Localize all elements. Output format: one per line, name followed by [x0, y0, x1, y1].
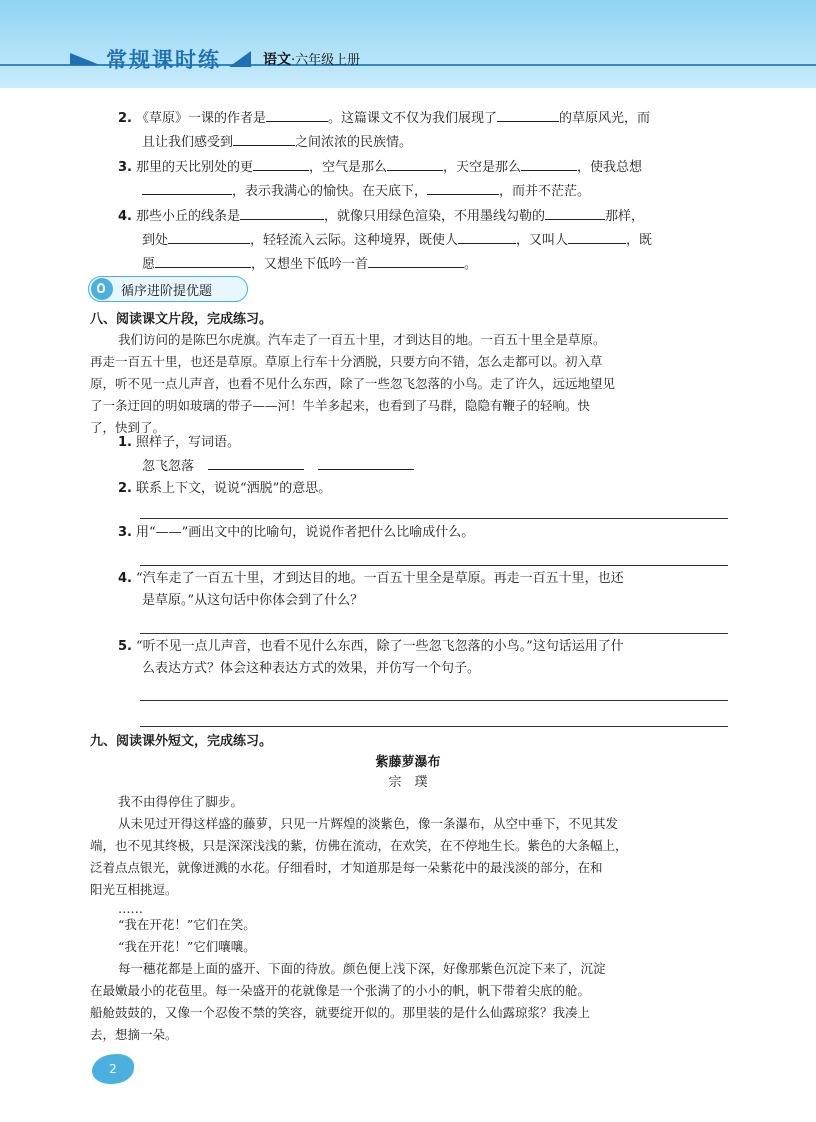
s7-q3-line1: 3. 那里的天比别处的更 ，空气是那么 ，天空是那么 ，使我总想 [118, 157, 642, 177]
badge-label: 循序进阶提优题 [121, 283, 213, 299]
s7-q4-line1: 4. 那些小丘的线条是 ，就像只用绿色渲染，不用墨线勾勒的 那样， [118, 206, 644, 226]
article-line: 端，也不见其终极，只是深深浅浅的紫，仿佛在流动，在欢笑，在不停地生长。紫色的大条幅上， [90, 838, 628, 853]
article-line: 船舱鼓鼓的，又像一个忍俊不禁的笑容，就要绽开似的。那里装的是什么仙露琼浆？我凑上 [90, 1005, 591, 1020]
s7-q2-line1: 2. 《草原》一课的作者是 。这篇课文不仅为我们展现了 的草原风光，而 [118, 108, 650, 128]
article-line: 泛着点点银光，就像迸溅的水花。仔细看时，才知道那是每一朵紫花中的最浅淡的部分，在和 [90, 860, 603, 875]
article-line: …… [118, 901, 143, 916]
article-line: 阳光互相挑逗。 [90, 882, 178, 897]
answer-line[interactable] [140, 518, 728, 519]
level-badge [88, 276, 248, 302]
s8-q5-line1: 5. “听不见一点儿声音，也看不见什么东西，除了一些忽飞忽落的小鸟。”这句话运用了什 [118, 639, 624, 654]
header-brand [70, 44, 360, 74]
s7-q2-line2: 且让我们感受到 之间浓浓的民族情。 [142, 132, 412, 152]
s8-q1-example: 忽飞忽落 [142, 456, 414, 476]
left-wedge-icon [70, 53, 100, 65]
s8-q4-line1: 4. “汽车走了一百五十里，才到达目的地。一百五十里全是草原。再走一百五十里，也还 [118, 571, 624, 586]
s8-q5-line2: 么表达方式？体会这种表达方式的效果，并仿写一个句子。 [142, 661, 481, 676]
article-line: 去，想摘一朵。 [90, 1027, 178, 1042]
s7-q4-line3: 愿 ，又想坐下低吟一首 。 [142, 254, 477, 274]
answer-line[interactable] [140, 726, 728, 727]
article-author: 宗 璞 [388, 775, 428, 790]
s8-passage-line: 了，快到了。 [90, 420, 166, 435]
article-line: 每一穗花都是上面的盛开、下面的待放。颜色便上浅下深，好像那紫色沉淀下来了，沉淀 [118, 961, 606, 976]
answer-line[interactable] [140, 700, 728, 701]
right-wedge-icon [229, 51, 251, 67]
section-9-heading: 九、阅读课外短文，完成练习。 [90, 734, 273, 749]
article-line: 在最嫩最小的花苞里。每一朵盛开的花就像是一个张满了的小小的帆，帆下带着尖底的舱。 [90, 983, 591, 998]
article-line: 我不由得停住了脚步。 [118, 794, 244, 809]
lightbulb-icon [91, 278, 113, 300]
answer-line[interactable] [140, 633, 728, 634]
s8-passage-line: 我们访问的是陈巴尔虎旗。汽车走了一百五十里，才到达目的地。一百五十里全是草原。 [118, 332, 606, 347]
section-8-heading: 八、阅读课文片段，完成练习。 [90, 312, 273, 327]
s8-q2: 2. 联系上下文，说说“洒脱”的意思。 [118, 481, 332, 496]
answer-line[interactable] [140, 565, 728, 566]
s8-q4-line2: 是草原。”从这句话中你体会到了什么？ [142, 593, 364, 608]
s7-q3-line2: ，表示我满心的愉快。在天底下， ，而并不茫茫。 [142, 181, 590, 201]
s8-q3: 3. 用“——”画出文中的比喻句，说说作者把什么比喻成什么。 [118, 525, 475, 540]
article-title: 紫藤萝瀑布 [375, 755, 441, 770]
series-title: 常规课时练 [106, 48, 221, 72]
article-line: 从未见过开得这样盛的藤萝，只见一片辉煌的淡紫色，像一条瀑布，从空中垂下，不见其发 [118, 816, 619, 831]
page-number: 2 [92, 1054, 134, 1084]
s7-q4-line2: 到处 ，轻轻流入云际。这种境界，既使人 ，又叫人 ，既 [142, 230, 652, 250]
article-line: “我在开花！”它们嚷嚷。 [118, 939, 256, 954]
s8-passage-line: 了一条迂回的明如玻璃的带子——河！牛羊多起来，也看到了马群，隐隐有鞭子的轻响。快 [90, 398, 591, 413]
s8-q1: 1. 照样子，写词语。 [118, 435, 240, 450]
subject-label: 语文·六年级上册 [263, 52, 361, 68]
article-line: “我在开花！”它们在笑。 [118, 917, 256, 932]
s8-passage-line: 再走一百五十里，也还是草原。草原上行车十分洒脱，只要方向不错，怎么走都可以。初入草 [90, 354, 603, 369]
s8-passage-line: 原，听不见一点儿声音，也看不见什么东西，除了一些忽飞忽落的小鸟。走了许久，远远地望见 [90, 376, 616, 391]
